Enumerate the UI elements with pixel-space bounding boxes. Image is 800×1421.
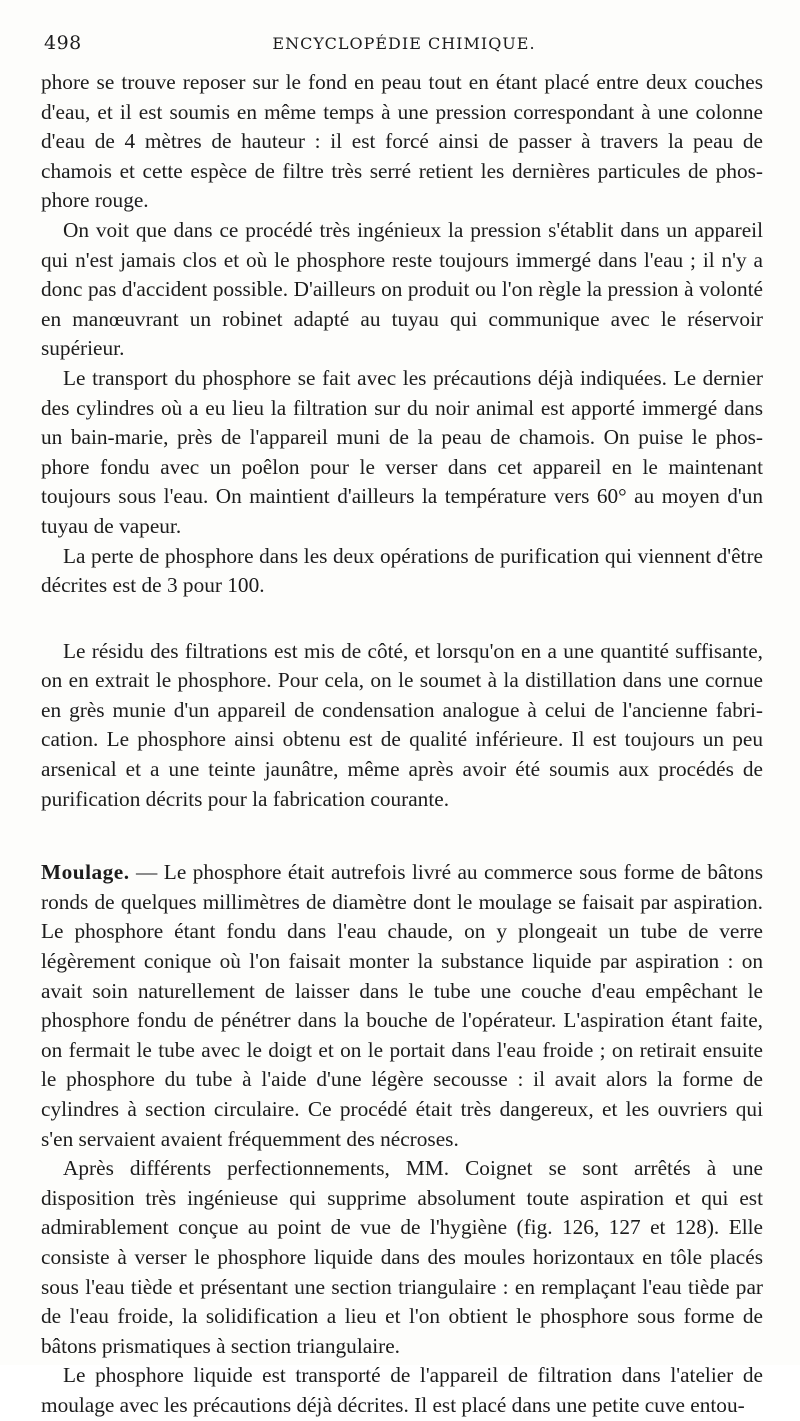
page-header bbox=[44, 32, 764, 58]
running-title: ENCYCLOPÉDIE CHIMIQUE. bbox=[272, 34, 536, 53]
paragraph-pressure: On voit que dans ce procédé très ingénieux la pression s'établit dans un appareil qui n'est jamais clos et où le phosphore reste toujours immergé dans l'eau ; il n'y a donc pas d'accident possible. D'ailleurs on produit ou l'on règle la pression à volonté en manœuvrant un robinet adapté au tuyau qui communique avec le réservoir supérieur. bbox=[41, 217, 763, 361]
paragraph-moulage-text: — Le phosphore était autrefois livré au commerce sous forme de bâtons ronds de quelques millimètres de diamètre dont le moulage se faisait par aspiration. Le phosphore étant fondu dans l'eau chaude, on y plongeait un tube de verre légèrement conique où l'on faisait monter la substance liquide par aspiration : on avait soin naturellement de laisser dans le tube une couche d'eau empêchant le phosphore fondu de pénétrer dans la bouche de l'opérateur. L'aspiration étant faite, on fermait le tube avec le doigt et on le portait dans l'eau froide ; on retirait ensuite le phosphore du tube à l'aide d'une légère secousse : il avait alors la forme de cylindres à section circulaire. Ce procédé était très dangereux, et les ouvriers qui s'en servaient avaient fréquemment des nécroses. bbox=[41, 860, 763, 1151]
page-body bbox=[41, 68, 763, 1421]
paragraph-transport: Le transport du phosphore se fait avec les précautions déjà indiquées. Le dernier des cylindres où a eu lieu la filtration sur du noir animal est apporté immergé dans un bain-marie, près de l'appareil muni de la peau de chamois. On puise le phos-phore fondu avec un poêlon pour le verser dans cet appareil en le maintenant toujours sous l'eau. On maintient d'ailleurs la température vers 60° au moyen d'un tuyau de vapeur. bbox=[41, 365, 763, 538]
paragraph-residue: Le résidu des filtrations est mis de côté, et lorsqu'on en a une quantité suffisante, on en extrait le phosphore. Pour cela, on le soumet à la distillation dans une cornue en grès munie d'un appareil de condensation analogue à celui de l'ancienne fabri-cation. Le phosphore ainsi obtenu est de qualité inférieure. Il est toujours un peu arsenical et a une teinte jaunâtre, même après avoir été soumis aux procédés de purification décrits pour la fabrication courante. bbox=[41, 638, 763, 811]
page-number: 498 bbox=[44, 32, 82, 54]
paragraph-loss: La perte de phosphore dans les deux opérations de purification qui viennent d'être décrites est de 3 pour 100. bbox=[41, 543, 763, 598]
paragraph-coignet: Après différents perfectionnements, MM. Coignet se sont arrêtés à une disposition très ingénieuse qui supprime absolument toute aspiration et qui est admirablement conçue au point de vue de l'hygiène (fig. 126, 127 et 128). Elle consiste à verser le phosphore liquide dans des moules horizontaux en tôle placés sous l'eau tiède et présentant une section triangulaire : en remplaçant l'eau tiède par de l'eau froide, la solidification a lieu et l'on obtient le phosphore sous forme de bâtons prismatiques à section triangulaire. bbox=[41, 1156, 763, 1358]
paragraph-liquid-transport: Le phosphore liquide est transporté de l'appareil de filtration dans l'atelier de moulage avec les précautions déjà décrites. Il est placé dans une petite cuve entou- bbox=[41, 1363, 763, 1417]
paragraph-moulage bbox=[41, 858, 763, 1154]
paragraph-filter-continuation: phore se trouve reposer sur le fond en peau tout en étant placé entre deux couches d'eau, et il est soumis en même temps à une pression correspondant à une colonne d'eau de 4 mètres de hauteur : il est forcé ainsi de passer à travers la peau de chamois et cette espèce de filtre très serré retient les dernières particules de phos-phore rouge. bbox=[41, 70, 763, 213]
section-heading-moulage: Moulage. bbox=[41, 860, 130, 885]
